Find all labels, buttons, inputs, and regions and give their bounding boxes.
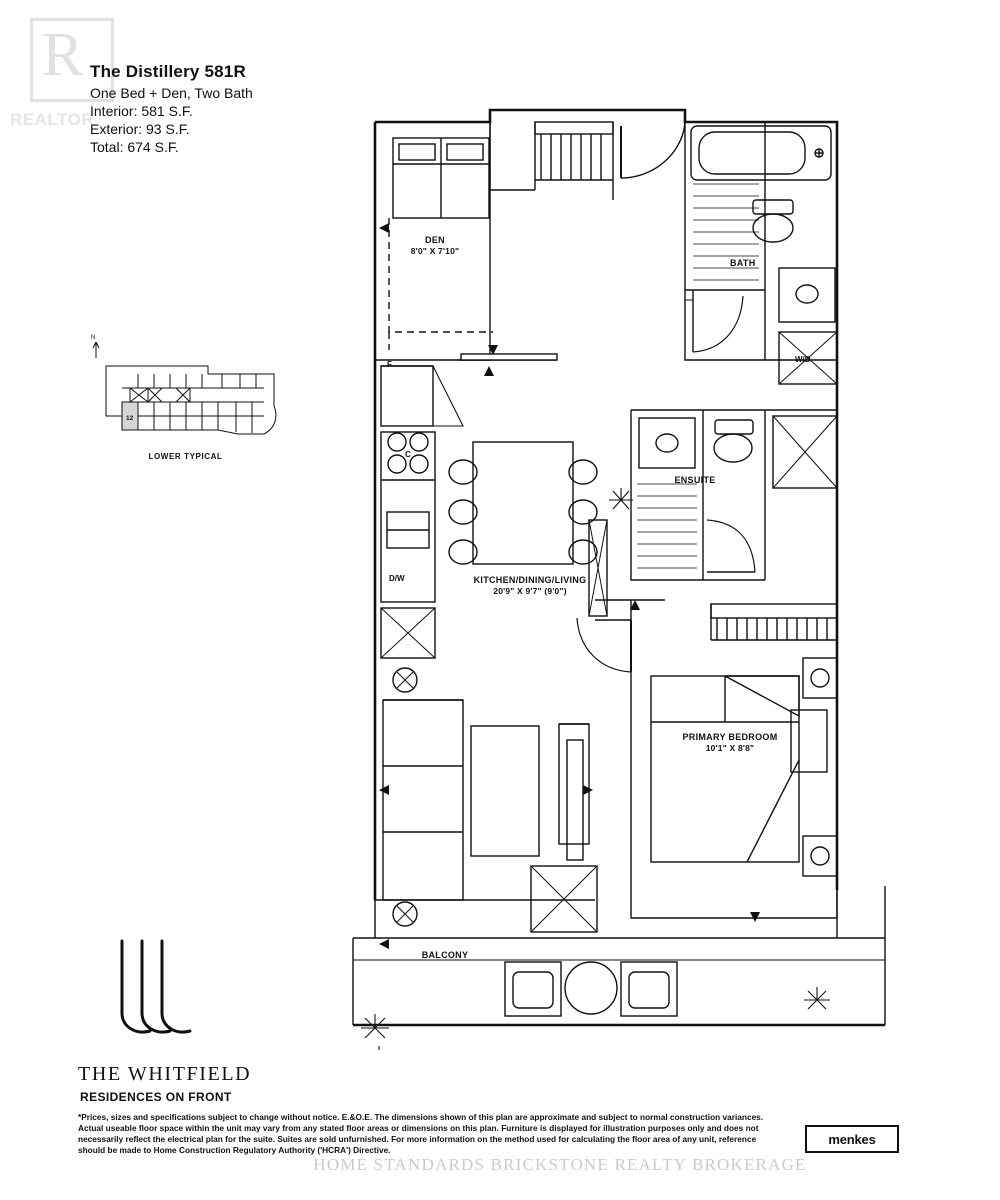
floor-plan-drawing bbox=[345, 60, 915, 1050]
room-label-ensuite: ENSUITE bbox=[674, 475, 716, 485]
appliance-tag-fridge: F bbox=[387, 360, 392, 369]
plan-layout: One Bed + Den, Two Bath bbox=[90, 85, 253, 101]
builder-name: menkes bbox=[828, 1131, 876, 1147]
brokerage-watermark: HOME STANDARDS BRICKSTONE REALTY BROKERAGE bbox=[313, 1155, 807, 1174]
brand-tagline: RESIDENCES ON FRONT bbox=[80, 1090, 232, 1104]
key-plan-unit-number: 12 bbox=[126, 415, 134, 422]
exterior-area: Exterior: 93 S.F. bbox=[90, 121, 190, 137]
whitfield-logo-icon bbox=[110, 935, 220, 1045]
room-label-balcony: BALCONY bbox=[421, 950, 469, 960]
appliance-tag-cooktop: C bbox=[405, 450, 411, 459]
realtor-logo-letter: R bbox=[42, 21, 84, 89]
total-area: Total: 674 S.F. bbox=[90, 139, 179, 155]
appliance-tag-dishwasher: D/W bbox=[389, 574, 405, 583]
plan-title: The Distillery 581R bbox=[90, 62, 246, 81]
brand-name: THE WHITFIELD bbox=[78, 1063, 252, 1085]
svg-text:N: N bbox=[91, 335, 96, 341]
room-label-den: DEN 8'0" X 7'10" bbox=[410, 235, 460, 256]
disclaimer-text: *Prices, sizes and specifications subject to change without notice. E.&O.E. The dimensions shown of this plan are approximate and subject to normal construction variances. Actual useable floor space within the unit may vary from any stated floor areas or dimensions on this plan. Furniture is displayed for illustration purposes only and does not necessarily reflect the electrical plan for the suite. Suites are sold unfurnished. For more information on the method used for calculating the floor area of any unit, reference should be made to Home Construction Regulatory Authority ('HCRA') Directive. bbox=[78, 1112, 764, 1155]
title-block bbox=[90, 62, 253, 155]
key-plan bbox=[88, 330, 283, 460]
room-label-bath: BATH bbox=[730, 258, 756, 268]
room-label-kitchen-dining-living: KITCHEN/DINING/LIVING 20'9" X 9'7" (9'0") bbox=[473, 575, 587, 596]
key-plan-label: LOWER TYPICAL bbox=[148, 452, 223, 461]
builder-logo bbox=[805, 1125, 899, 1153]
interior-area: Interior: 581 S.F. bbox=[90, 103, 193, 119]
appliance-tag-washer-dryer: W/D bbox=[795, 355, 811, 364]
key-plan-drawing bbox=[88, 330, 283, 460]
realtor-logo-word: REALTOR bbox=[10, 110, 95, 129]
room-label-primary-bedroom: PRIMARY BEDROOM 10'1" X 8'8" bbox=[682, 732, 778, 753]
